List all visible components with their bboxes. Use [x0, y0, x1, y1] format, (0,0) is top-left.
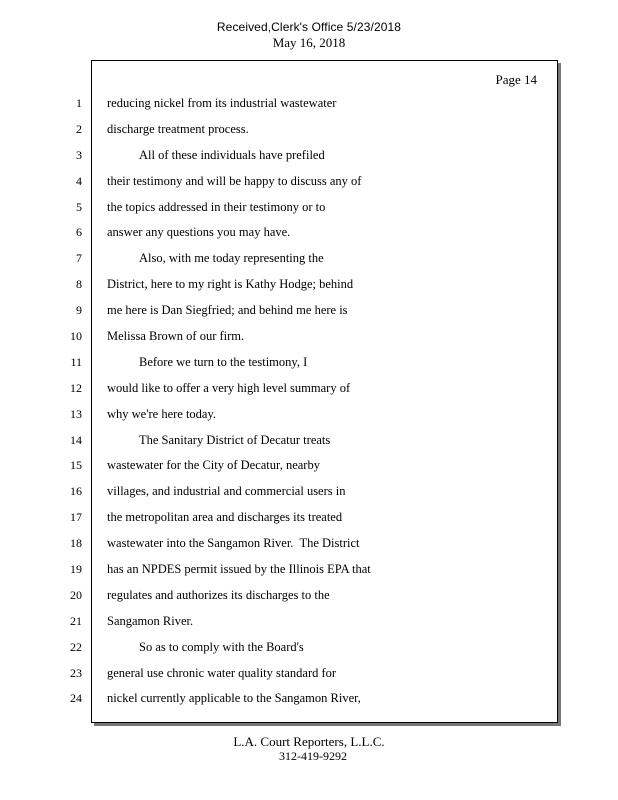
line-number: 9 [76, 303, 82, 318]
line-number: 24 [70, 691, 82, 706]
line-number: 22 [70, 639, 82, 654]
transcript-line: reducing nickel from its industrial wastewater [107, 96, 337, 110]
line-number: 1 [76, 96, 82, 110]
line-number: 4 [76, 173, 82, 188]
line-number: 13 [70, 406, 82, 421]
page-number: Page 14 [495, 72, 537, 87]
transcript-line: wastewater for the City of Decatur, nearby [107, 458, 320, 473]
line-number: 5 [76, 199, 82, 214]
line-number: 18 [70, 536, 82, 551]
stamp-received: Received,Clerk's [216, 20, 309, 34]
line-number: 7 [76, 251, 82, 266]
transcript-line: regulates and authorizes its discharges to the [107, 587, 330, 602]
line-number: 6 [76, 225, 82, 240]
line-number: 10 [70, 329, 82, 344]
line-number: 20 [70, 587, 82, 602]
line-number: 3 [76, 147, 82, 162]
transcript-line: nickel currently applicable to the Sangamon River, [107, 691, 361, 706]
transcript-line: Melissa Brown of our firm. [107, 329, 245, 344]
transcript-line: has an NPDES permit issued by the Illinois EPA that [107, 562, 371, 577]
transcript-line: answer any questions you may have. [107, 225, 291, 240]
transcript-line: discharge treatment process. [107, 121, 249, 136]
transcript-line: Sangamon River. [107, 613, 194, 628]
transcript-text [107, 92, 547, 713]
transcript-line: would like to offer a very high level summary of [107, 380, 351, 395]
line-number: 21 [70, 613, 82, 628]
line-number: 16 [70, 484, 82, 499]
transcript-line: The Sanitary District of Decatur treats [139, 432, 331, 447]
transcript-line: wastewater into the Sangamon River. The District [107, 536, 360, 551]
line-number: 11 [70, 354, 82, 369]
stamp-office: Office [311, 20, 344, 34]
stamp-date: 5/23/2018 [346, 20, 402, 34]
clerk-received-stamp [0, 20, 618, 34]
line-number: 12 [70, 380, 82, 395]
hearing-date: May 16, 2018 [272, 35, 346, 50]
transcript-line: District, here to my right is Kathy Hodge; behind [107, 277, 354, 292]
transcript-line: So as to comply with the Board's [139, 639, 304, 654]
court-reporter-phone: 312-419-9292 [279, 749, 347, 763]
line-number: 15 [70, 458, 82, 473]
transcript-line: villages, and industrial and commercial users in [107, 484, 346, 499]
transcript-line: Also, with me today representing the [139, 251, 324, 266]
transcript-line: Before we turn to the testimony, I [139, 354, 308, 369]
court-reporter-company: L.A. Court Reporters, L.L.C. [233, 734, 385, 749]
transcript-line: general use chronic water quality standard for [107, 665, 337, 680]
transcript-line: All of these individuals have prefiled [139, 147, 325, 162]
line-number: 17 [70, 510, 82, 525]
line-number: 14 [70, 432, 82, 447]
transcript-line: their testimony and will be happy to discuss any of [107, 173, 362, 188]
line-number: 23 [70, 665, 82, 680]
transcript-line: the metropolitan area and discharges its treated [107, 510, 343, 525]
line-number: 2 [76, 121, 82, 136]
line-number-column [52, 92, 82, 713]
transcript-line: me here is Dan Siegfried; and behind me here is [107, 303, 348, 318]
line-number: 8 [76, 277, 82, 292]
line-number: 19 [70, 562, 82, 577]
transcript-line: why we're here today. [107, 406, 217, 421]
transcript-line: the topics addressed in their testimony or to [107, 199, 326, 214]
